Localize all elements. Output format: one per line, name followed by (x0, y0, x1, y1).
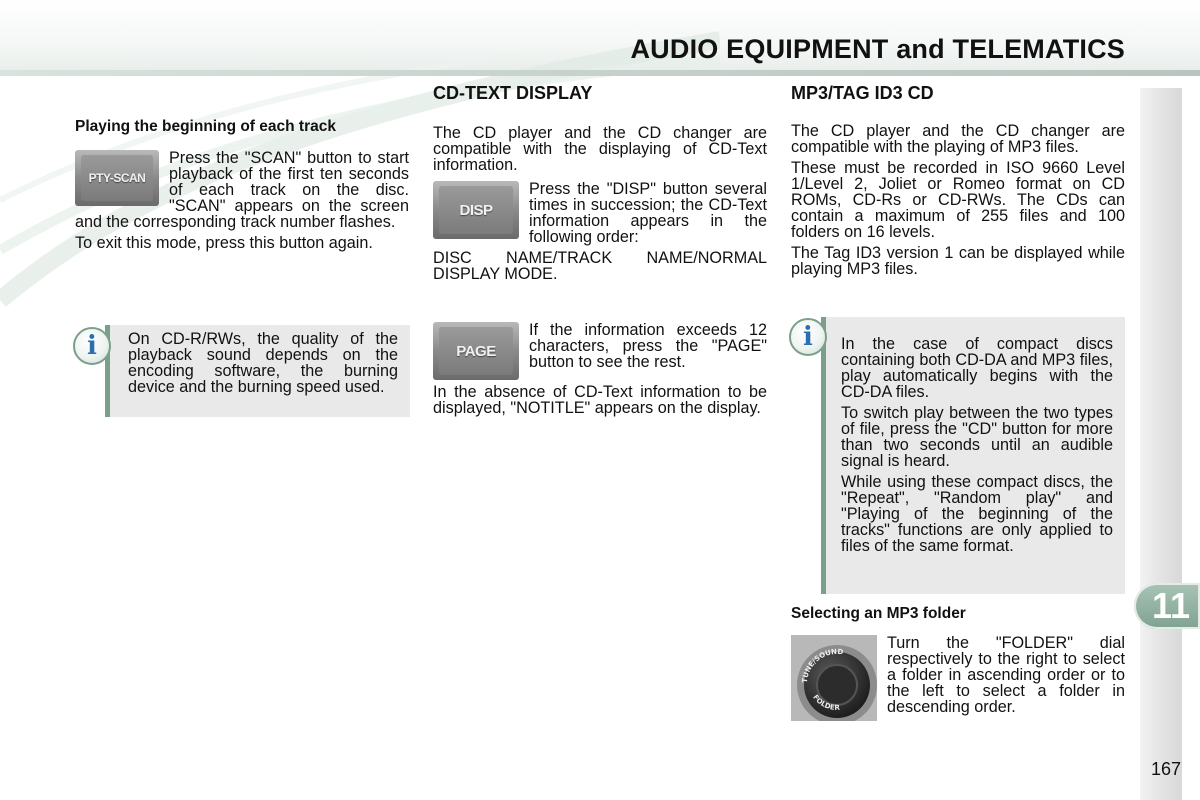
mp3-info-text-1: In the case of compact discs containing both CD-DA and MP3 files, play automatically begins with the CD-DA files. (841, 335, 1113, 401)
page-paragraph: If the information exceeds 12 characters, press the "PAGE" button to see the rest. (529, 321, 767, 371)
side-strip (1140, 88, 1182, 800)
exit-paragraph: To exit this mode, press this button again. (75, 234, 373, 252)
mp3-paragraph-1: The CD player and the CD changer are compatible with the playing of MP3 files. (791, 122, 1125, 156)
folder-dial-image (791, 635, 877, 721)
dial-bottom-label: FOLDER (811, 693, 840, 712)
tune-sound-dial-icon (791, 635, 877, 721)
folder-paragraph: Turn the "FOLDER" dial respectively to the right to select a folder in ascending order or to the left to select a folder in descending order. (887, 634, 1125, 716)
folder-subheading: Selecting an MP3 folder (791, 605, 966, 622)
right-column (791, 83, 1125, 282)
display-order: DISC NAME/TRACK NAME/NORMAL DISPLAY MODE. (433, 249, 767, 283)
mp3-paragraph-3: The Tag ID3 version 1 can be displayed while playing MP3 files. (791, 244, 1125, 278)
chapter-tab: 11 (1134, 583, 1200, 629)
left-column (75, 118, 409, 256)
disp-button-image (433, 181, 519, 239)
info-icon: i (73, 327, 111, 365)
pty-scan-button-image (75, 150, 159, 206)
mp3-info-box (821, 317, 1125, 594)
cdr-info-box (105, 325, 410, 417)
cd-text-title: CD-TEXT DISPLAY (433, 83, 593, 103)
mp3-title: MP3/TAG ID3 CD (791, 83, 934, 103)
scan-subheading: Playing the beginning of each track (75, 118, 336, 135)
header-rule (0, 70, 1200, 76)
mp3-info-text-2: To switch play between the two types of file, press the "CD" button for more than two seconds until an audible signal is heard. (841, 404, 1113, 470)
page-number: 167 (1151, 759, 1182, 779)
folder-section (791, 605, 1125, 725)
mp3-paragraph-2: These must be recorded in ISO 9660 Level 1/Level 2, Joliet or Romeo format on CD ROMs, CD-Rs or CD-RWs. The CDs can contain a maximum of 255 files and 100 folders on 16 levels. (791, 159, 1125, 241)
pty-scan-button-label: PTY-SCAN (81, 155, 153, 201)
notitle-paragraph: In the absence of CD-Text information to be displayed, "NOTITLE" appears on the display. (433, 383, 767, 417)
page-title: AUDIO EQUIPMENT and TELEMATICS (630, 34, 1125, 64)
info-icon: i (789, 318, 827, 356)
cdr-info-text: On CD-R/RWs, the quality of the playback sound depends on the encoding software, the burning device and the burning speed used. (128, 330, 398, 396)
page-button-label: PAGE (439, 327, 513, 375)
cd-text-intro: The CD player and the CD changer are compatible with the displaying of CD-Text information. (433, 124, 767, 174)
page-button-image (433, 322, 519, 380)
middle-column (433, 83, 767, 421)
dial-top-label: TUNE/SOUND (800, 647, 844, 684)
disp-button-label: DISP (439, 186, 513, 234)
mp3-info-text-3: While using these compact discs, the "Repeat", "Random play" and "Playing of the beginning of the tracks" functions are only applied to files of the same format. (841, 473, 1113, 555)
scan-paragraph: Press the "SCAN" button to start playback of the first ten seconds of each track on the disc. "SCAN" appears on the screen and the corresponding track number flashes. (75, 149, 409, 231)
disp-paragraph: Press the "DISP" button several times in succession; the CD-Text information appears in the following order: (529, 180, 767, 246)
